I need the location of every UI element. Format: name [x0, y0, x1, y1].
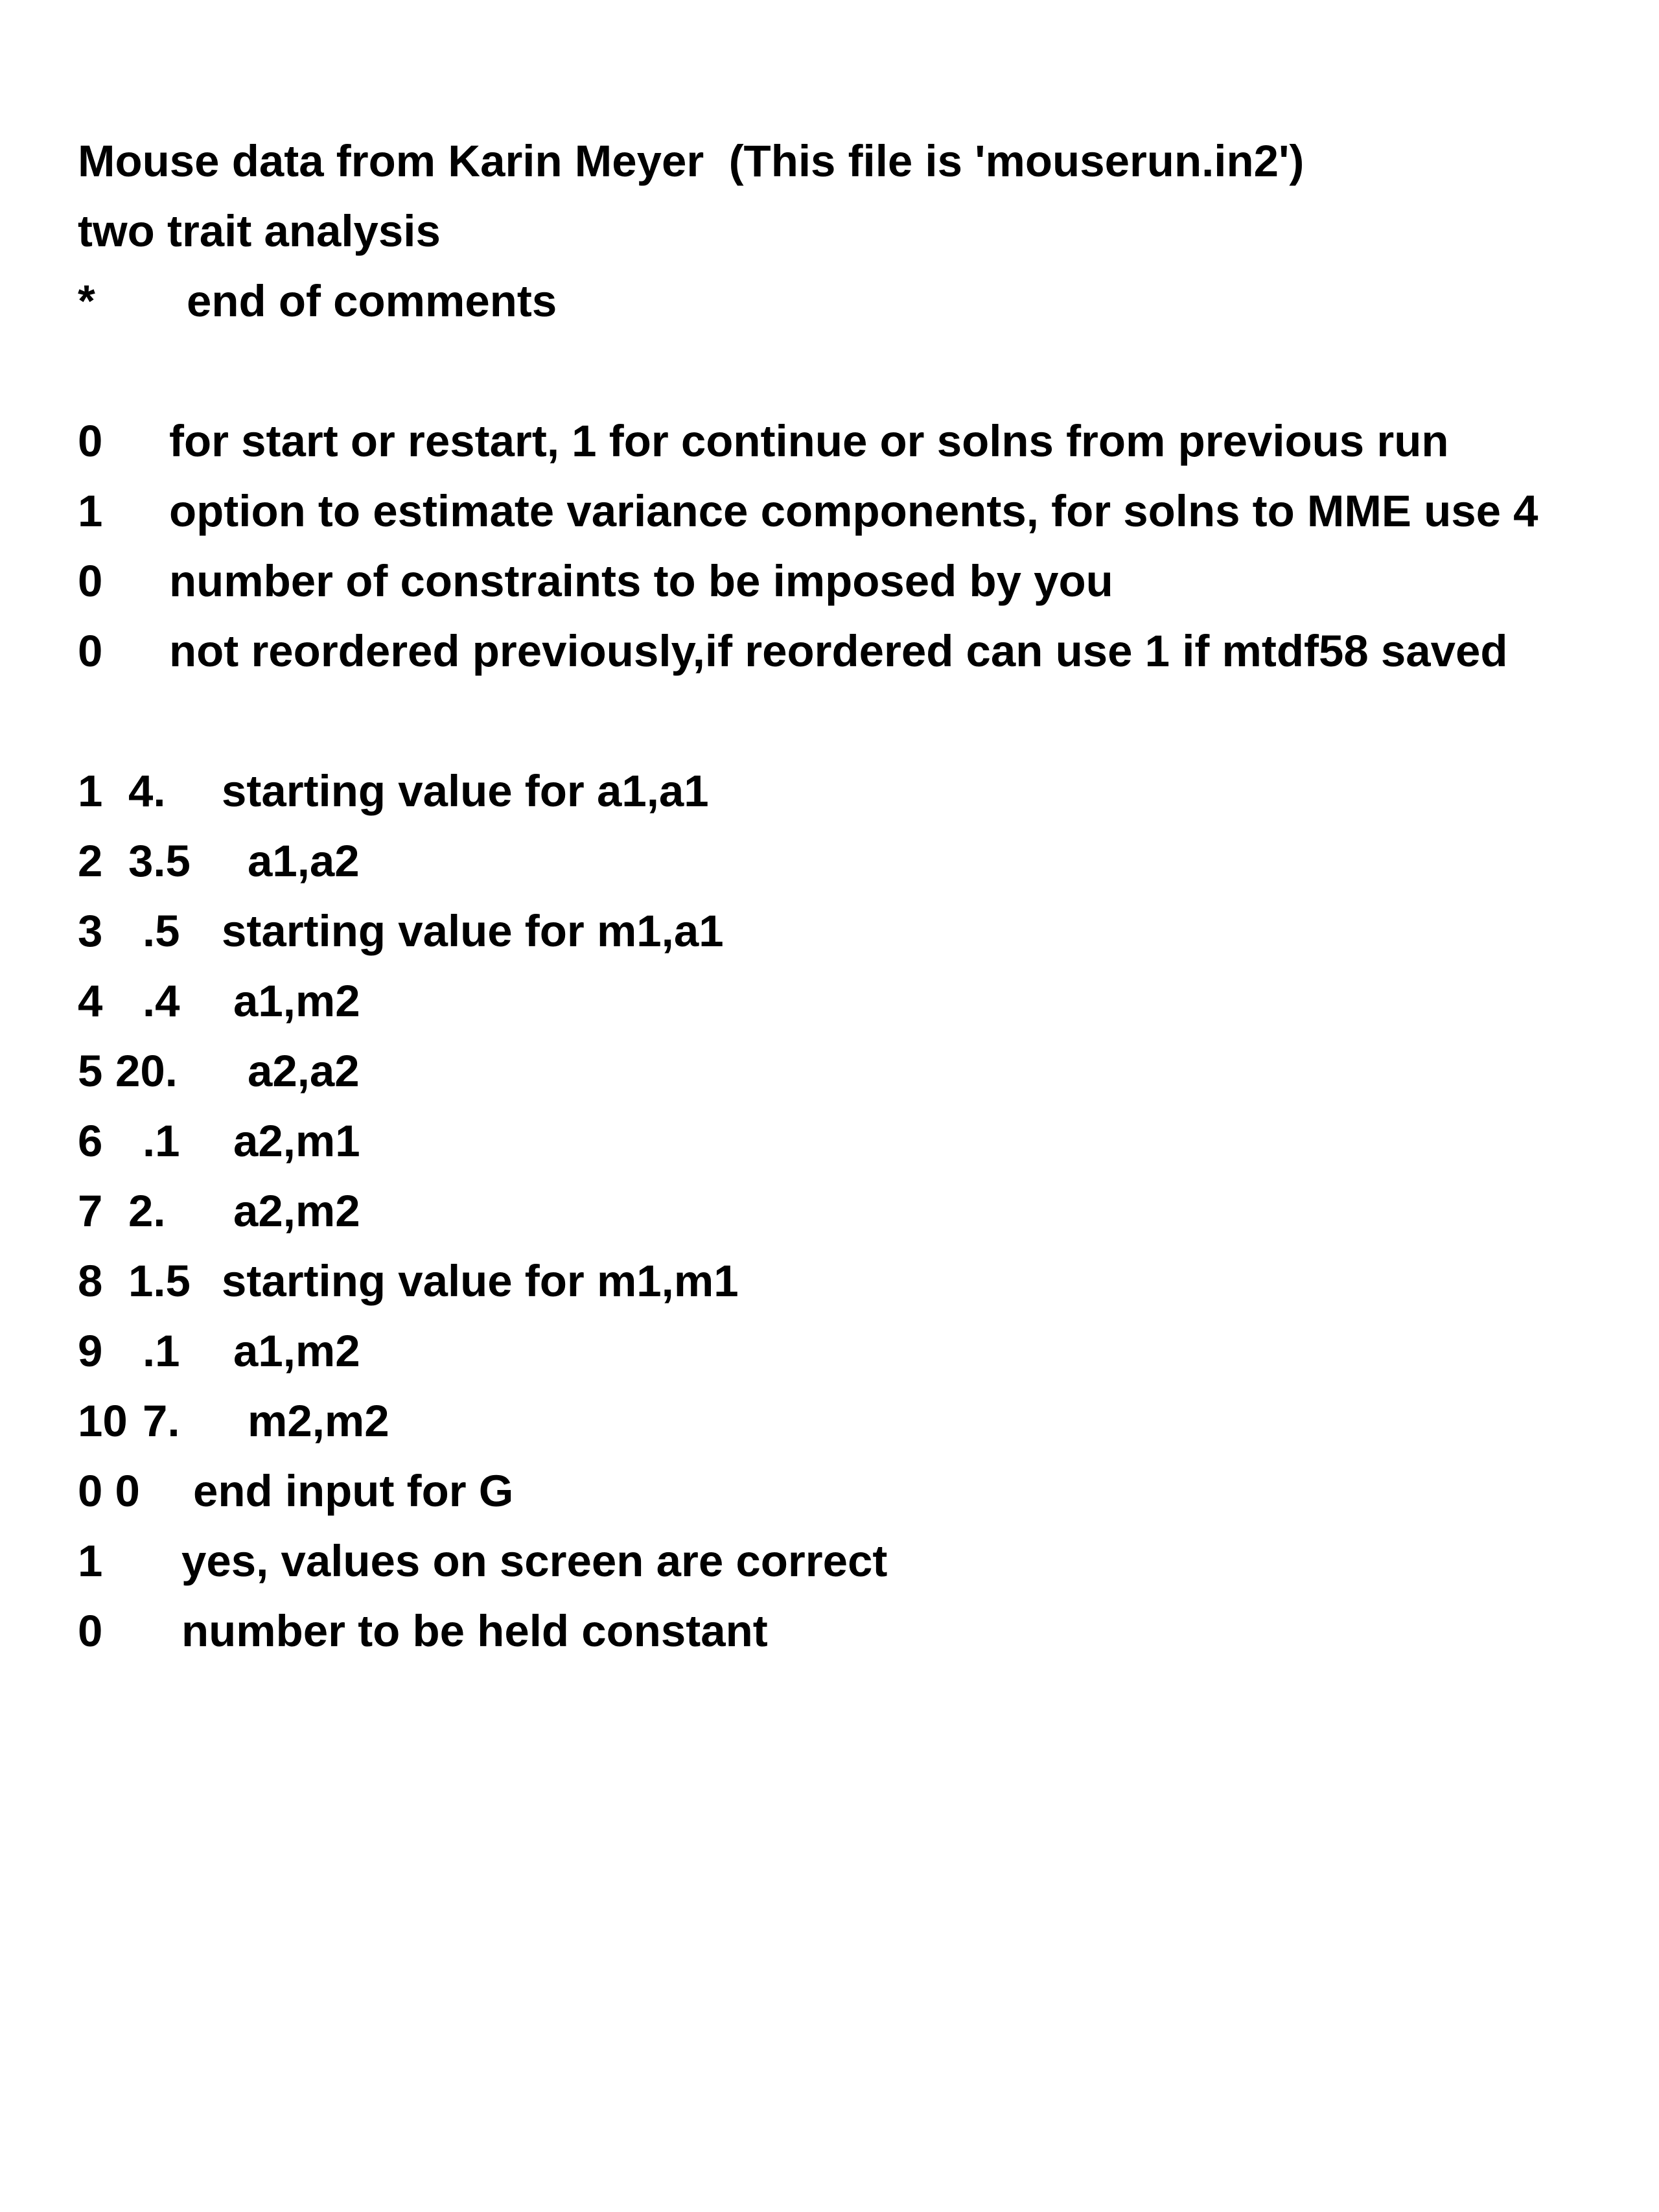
g-value-line	[78, 1246, 1646, 1316]
option-line	[78, 406, 1646, 476]
g-text: a2,m1	[233, 1116, 360, 1166]
g-value: .1	[143, 1326, 180, 1376]
g-index: 6	[78, 1116, 103, 1166]
g-value-line	[78, 896, 1646, 966]
end-marker: *	[78, 276, 95, 326]
spacer	[78, 336, 1646, 406]
option-value: 0	[78, 626, 103, 676]
option-line	[78, 546, 1646, 616]
g-value: .4	[143, 976, 180, 1026]
option-value: 0	[78, 556, 103, 606]
g-index: 1	[78, 766, 103, 816]
g-value: 2.	[128, 1186, 166, 1236]
end-comments-text: end of comments	[187, 276, 557, 326]
g-value: .5	[143, 906, 180, 956]
option-text: number of constraints to be imposed by you	[169, 556, 1113, 606]
closing-value: 1	[78, 1536, 103, 1586]
g-value-line	[78, 756, 1646, 826]
g-value: 7.	[143, 1396, 180, 1446]
g-text: starting value for m1,a1	[222, 906, 724, 956]
g-value: 20.	[115, 1046, 178, 1096]
closing-text: end input for G	[193, 1466, 514, 1516]
subtitle-line	[78, 196, 1646, 266]
subtitle-text: two trait analysis	[78, 206, 441, 256]
option-text: for start or restart, 1 for continue or solns from previous run	[169, 416, 1449, 466]
g-value: 3.5	[128, 836, 191, 886]
option-value: 1	[78, 486, 103, 536]
option-value: 0	[78, 416, 103, 466]
g-value-line	[78, 1316, 1646, 1386]
g-index: 10	[78, 1396, 128, 1446]
document-body	[78, 126, 1646, 1666]
title-line	[78, 126, 1646, 196]
g-text: m2,m2	[248, 1396, 389, 1446]
g-index: 8	[78, 1256, 103, 1306]
g-value: 1.5	[128, 1256, 191, 1306]
g-text: starting value for a1,a1	[222, 766, 709, 816]
title-text: Mouse data from Karin Meyer (This file is 'mouserun.in2')	[78, 136, 1305, 186]
closing-text: number to be held constant	[181, 1606, 768, 1656]
g-value-line	[78, 966, 1646, 1036]
g-index: 3	[78, 906, 103, 956]
closing-value: 0 0	[78, 1466, 140, 1516]
g-value-line	[78, 1036, 1646, 1106]
g-value-line	[78, 1176, 1646, 1246]
option-line	[78, 616, 1646, 686]
g-text: a1,m2	[233, 1326, 360, 1376]
g-index: 9	[78, 1326, 103, 1376]
g-index: 5	[78, 1046, 103, 1096]
closing-line	[78, 1456, 1646, 1526]
g-value: 4.	[128, 766, 166, 816]
spacer	[78, 686, 1646, 756]
option-text: not reordered previously,if reordered can use 1 if mtdf58 saved	[169, 626, 1508, 676]
g-text: starting value for m1,m1	[222, 1256, 739, 1306]
closing-text: yes, values on screen are correct	[181, 1536, 888, 1586]
g-value: .1	[143, 1116, 180, 1166]
g-text: a2,a2	[248, 1046, 360, 1096]
g-text: a2,m2	[233, 1186, 360, 1236]
g-value-line	[78, 826, 1646, 896]
end-comments-line	[78, 266, 1646, 336]
closing-value: 0	[78, 1606, 103, 1656]
g-text: a1,m2	[233, 976, 360, 1026]
option-text: option to estimate variance components, for solns to MME use 4	[169, 486, 1538, 536]
closing-line	[78, 1596, 1646, 1666]
g-value-line	[78, 1106, 1646, 1176]
closing-line	[78, 1526, 1646, 1596]
g-index: 4	[78, 976, 103, 1026]
g-index: 2	[78, 836, 103, 886]
g-text: a1,a2	[248, 836, 360, 886]
option-line	[78, 476, 1646, 546]
g-value-line	[78, 1386, 1646, 1456]
g-index: 7	[78, 1186, 103, 1236]
